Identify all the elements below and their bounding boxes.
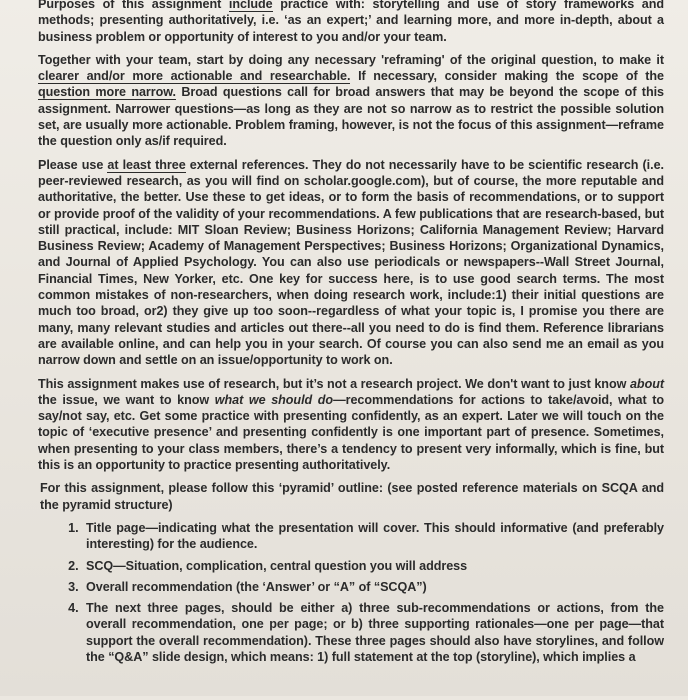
underlined-text: clearer and/or more actionable and researchable. [38,69,351,84]
outline-list [38,520,664,665]
text: If necessary, consider making the scope of the [350,69,664,84]
list-item: 4. The next three pages, should be either a) three sub-recommendations or actions, from the overall recommendation, one per page; or b) three supporting rationales—one per page—that support the overall recommendation). These three pages should also have storylines, and follow the “Q&A” slide design, which means: 1) full statement at the top (storyline), which implies a [82,600,664,665]
list-item: 2. SCQ—Situation, complication, central question you will address [82,558,664,574]
text: practice with: storytelling and use of story frameworks and methods; presenting authoritatively, i.e. ‘as an expert;’ and learning more, and more in-depth, about a business problem or opportunity of interest to you and/or your team. [38,0,665,44]
italic-text: what we should do [214,392,334,407]
text: —recommendations for actions to take/avoid, what to say/not say, etc. Get some practice with presenting confidently, as an expert. Later we will touch on the topic of ‘executive presence’ and presenting confidently is one important part of presence. Sometimes, when presenting to your class members, there’s a tendency to present very informally, which is fine, but this is an opportunity to practice presenting authoritatively. [38,392,665,473]
text: external references. They do not necessarily have to be scientific research (i.e. peer-reviewed research, as you will find on scholar.google.com), but of course, the more reputable and authoritative, the better. Use these to get ideas, or to form the basis of recommendations, or to support or provide proof of the validity of your recommendations. A few publications that are research-based, but still practical, include: MIT Sloan Review; Business Horizons; California Management Review; Harvard Business Review; Academy of Management Perspectives; Business Horizons; Organizational Dynamics, and Journal of Applied Psychology. You can also use periodicals or newspapers--Wall Street Journal, Financial Times, New Yorker, etc. One key for success here, is to use good search terms. The most common mistakes of non-researchers, when doing research work, include:1) their initial questions are much too broad, or2) they give up too soon--regardless of what your topic is, I promise you there are many, many relevant studies and articles out there--all you need to do is find them. Reference librarians are available online, and can help you in your search. Of course you can also send me an email as you narrow down and settle on an issue/opportunity to work on. [38,157,664,368]
underlined-text: at least three [107,157,186,172]
list-item: 3. Overall recommendation (the ‘Answer’ or “A” of “SCQA”) [82,579,664,595]
text: Broad questions call for broad answers that may be beyond the scope of this assignment. Narrower questions—as long as they are not so narrow as to restrict the possible solution set, are usually more actionable. Problem framing, however, is not the focus of this assignment—reframe the question only as/if required. [38,85,664,149]
underlined-text: include [229,0,273,12]
text: This assignment makes use of research, but it’s not a research project. We don't want to just know [38,376,630,391]
paragraph-references [38,157,664,369]
paragraph-outline: For this assignment, please follow this ‘pyramid’ outline: (see posted reference materials on SCQA and the pyramid structure) [40,481,664,512]
underlined-text: question more narrow. [38,85,177,100]
paragraph-purposes [38,0,664,45]
list-item: 1. Title page—indicating what the presentation will cover. This should informative (and preferably interesting) for the audience. [82,520,664,553]
paragraph-reframing [38,52,664,150]
text: the issue, we want to know [38,392,215,407]
italic-text: about [629,376,664,391]
text: Together with your team, start by doing any necessary 'reframing' of the original question, to make it [38,52,664,67]
paragraph-research [38,376,664,474]
text: Please use [38,157,108,172]
text: Purposes of this assignment [38,0,229,11]
